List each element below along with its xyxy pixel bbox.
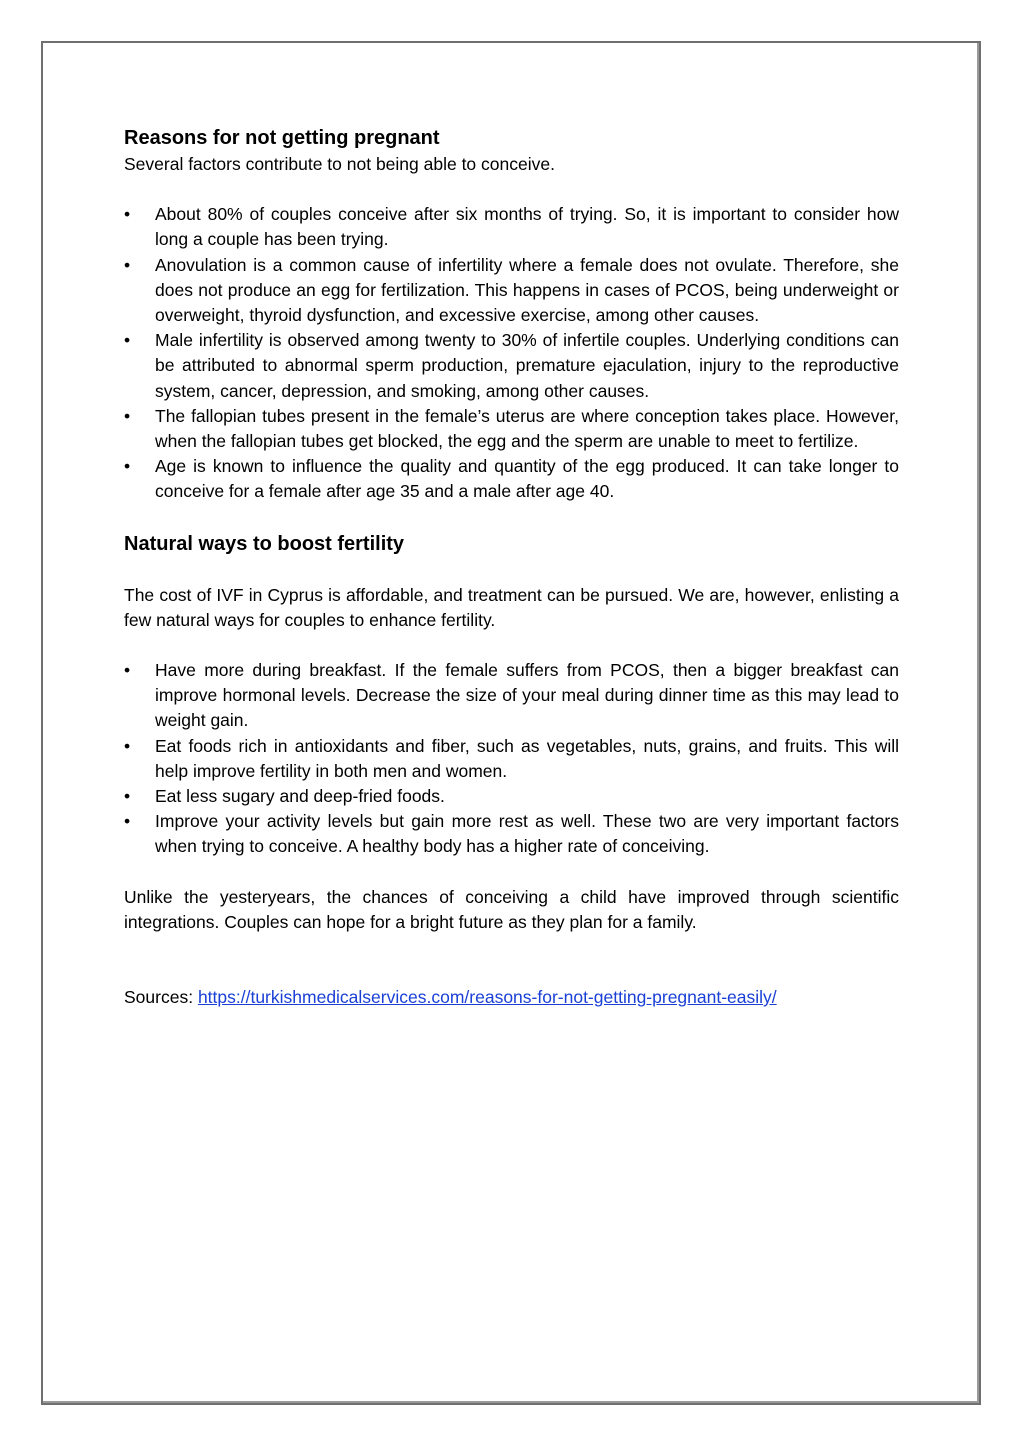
sources-label: Sources: (124, 987, 198, 1008)
closing-paragraph: Unlike the yesteryears, the chances of conceiving a child have improved through scientific integrations. Couples can hope for a bright future as they plan for a family. (124, 886, 899, 932)
bullet-icon: • (124, 405, 131, 426)
list-item: • Male infertility is observed among twenty to 30% of infertile couples. Underlying conditions can be attributed to abnormal sperm production, premature ejaculation, injury to the reproductive system, cancer, depression, and smoking, among other causes. (124, 330, 899, 401)
bullet-icon: • (124, 786, 131, 807)
list-item: • The fallopian tubes present in the female’s uterus are where conception takes place. However, when the fallopian tubes get blocked, the egg and the sperm are unable to meet to fertilize. (124, 405, 899, 452)
bullet-icon: • (124, 456, 131, 477)
list-item: • Eat less sugary and deep-fried foods. (124, 784, 899, 809)
list-item: • Anovulation is a common cause of infertility where a female does not ovulate. Therefore, she does not produce an egg for fertilization. This happens in cases of PCOS, being underweight or overweight, thyroid dysfunction, and excessive exercise, among other causes. (124, 254, 899, 326)
list-item: • Age is known to influence the quality and quantity of the egg produced. It can take longer to conceive for a female after age 35 and a male after age 40. (124, 456, 899, 502)
section-intro-reasons: Several factors contribute to not being able to conceive. (124, 154, 555, 174)
fertility-tips-list (124, 658, 899, 860)
reasons-list (124, 202, 899, 504)
list-item: • Have more during breakfast. If the female suffers from PCOS, then a bigger breakfast can improve hormonal levels. Decrease the size of your meal during dinner time as this may lead to weight gain. (124, 660, 899, 731)
section-intro-fertility: The cost of IVF in Cyprus is affordable, and treatment can be pursued. We are, however, enlisting a few natural ways for couples to enhance fertility. (124, 584, 899, 630)
bullet-icon: • (124, 330, 131, 351)
bullet-icon: • (124, 735, 131, 756)
sources-line (124, 985, 899, 1010)
list-item: • Eat foods rich in antioxidants and fiber, such as vegetables, nuts, grains, and fruits. This will help improve fertility in both men and women. (124, 735, 899, 781)
bullet-icon: • (124, 660, 131, 681)
section-heading-fertility: Natural ways to boost fertility (124, 532, 405, 555)
section-heading-reasons: Reasons for not getting pregnant (124, 127, 440, 149)
bullet-icon: • (124, 811, 131, 832)
document-content (124, 124, 899, 1010)
list-item: • About 80% of couples conceive after six months of trying. So, it is important to consider how long a couple has been trying. (124, 204, 899, 250)
sources-link[interactable]: https://turkishmedicalservices.com/reasons-for-not-getting-pregnant-easily/ (197, 987, 777, 1008)
bullet-icon: • (124, 254, 131, 275)
list-item: • Improve your activity levels but gain more rest as well. These two are very important factors when trying to conceive. A healthy body has a higher rate of conceiving. (124, 811, 899, 857)
bullet-icon: • (124, 204, 131, 225)
